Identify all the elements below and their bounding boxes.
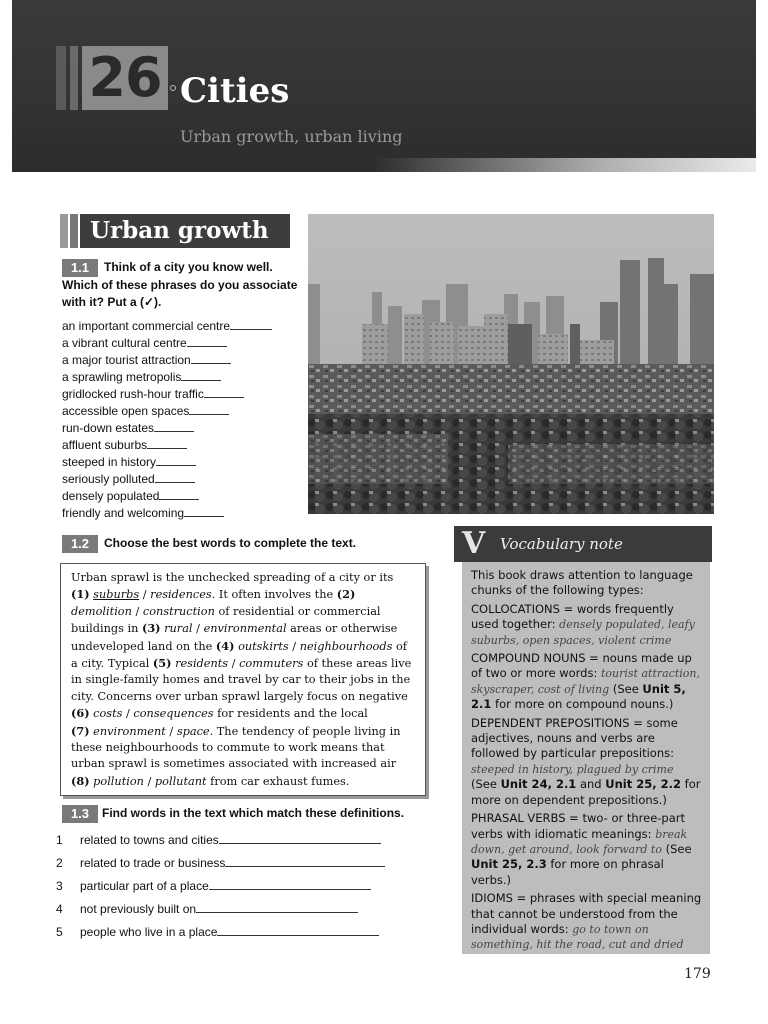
option-4b[interactable]: neighbourhoods xyxy=(299,639,393,653)
list-item: accessible open spaces xyxy=(62,403,302,420)
list-item: a major tourist attraction xyxy=(62,352,302,369)
answer-blank[interactable] xyxy=(155,474,195,483)
answer-blank[interactable] xyxy=(187,338,227,347)
list-item: 5 people who live in a place xyxy=(56,924,396,947)
exercise-instruction-1-2: Choose the best words to complete the text. xyxy=(104,536,357,550)
list-item: steeped in history xyxy=(62,454,302,471)
answer-blank[interactable] xyxy=(154,423,194,432)
answer-blank[interactable] xyxy=(196,903,358,913)
unit-decor-bar xyxy=(70,46,78,110)
page-number: 179 xyxy=(684,966,711,982)
answer-blank[interactable] xyxy=(191,355,231,364)
answer-blank[interactable] xyxy=(156,457,196,466)
answer-blank[interactable] xyxy=(217,926,379,936)
exercise-instruction-1-1-line2: Which of these phrases do you associate xyxy=(62,278,298,292)
vocab-intro: This book draws attention to language chunks of the following types: xyxy=(471,568,693,598)
city-skyline-photo xyxy=(308,214,714,514)
exercise-badge-1-1: 1.1 xyxy=(62,259,98,277)
list-item: 4 not previously built on xyxy=(56,901,396,924)
exercise-badge-1-2: 1.2 xyxy=(62,535,98,553)
section-title: Urban growth xyxy=(80,214,290,248)
vocab-compound-nouns: COMPOUND NOUNS = nouns made up of two or more words: tourist attraction, skyscraper, cost of living (See Unit 5, 2.1 for more on compound nouns.) xyxy=(471,651,700,712)
option-1b[interactable]: residences xyxy=(150,588,212,602)
vocab-dependent-prepositions: DEPENDENT PREPOSITIONS = some adjectives, nouns and verbs are followed by particular prepositions: steeped in history, plagued by crime (See Unit 24, 2.1 and Unit 25, 2.2 for more on dependent prepositions.) xyxy=(471,715,701,807)
answer-blank[interactable] xyxy=(204,389,244,398)
exercise-instruction-1-1-line1: Think of a city you know well. xyxy=(104,260,273,274)
phrase-list xyxy=(62,318,302,522)
section-decor-bar xyxy=(70,214,78,248)
option-5b[interactable]: commuters xyxy=(239,657,304,671)
section-decor-bar xyxy=(60,214,68,248)
answer-blank[interactable] xyxy=(189,406,229,415)
unit-dot-icon xyxy=(170,85,176,91)
exercise-instruction-1-1-line3: with it? Put a (✓). xyxy=(62,295,162,309)
option-3a[interactable]: rural xyxy=(164,622,193,636)
vocab-phrasal-verbs: PHRASAL VERBS = two- or three-part verbs with idiomatic meanings: break down, get around, look forward to (See Unit 25, 2.3 for more on phrasal verbs.) xyxy=(471,811,692,887)
option-2b[interactable]: construction xyxy=(142,604,215,618)
option-1a[interactable]: suburbs xyxy=(93,588,140,602)
list-item: 1 related to towns and cities xyxy=(56,832,396,855)
list-item: a vibrant cultural centre xyxy=(62,335,302,352)
option-8a[interactable]: pollution xyxy=(93,774,144,788)
answer-blank[interactable] xyxy=(219,834,381,844)
unit-subtitle: Urban growth, urban living xyxy=(180,127,403,146)
unit-number: 26 xyxy=(82,46,168,110)
list-item: gridlocked rush-hour traffic xyxy=(62,386,302,403)
list-item: affluent suburbs xyxy=(62,437,302,454)
list-item: friendly and welcoming xyxy=(62,505,302,522)
answer-blank[interactable] xyxy=(181,372,221,381)
list-item: an important commercial centre xyxy=(62,318,302,335)
answer-blank[interactable] xyxy=(230,321,272,330)
option-3b[interactable]: environmental xyxy=(203,622,287,636)
vocab-idioms: IDIOMS = phrases with special meaning that cannot be understood from the individual words: go to town on something, hit the road, cut and dried xyxy=(471,891,702,952)
option-7a[interactable]: environment xyxy=(93,724,166,738)
list-item: seriously polluted xyxy=(62,471,302,488)
vocabulary-v-icon: V xyxy=(462,526,486,561)
option-7b[interactable]: space xyxy=(176,724,210,738)
vocabulary-note-body xyxy=(462,562,710,954)
answer-blank[interactable] xyxy=(147,440,187,449)
option-8b[interactable]: pollutant xyxy=(154,774,207,788)
option-5a[interactable]: residents xyxy=(175,657,229,671)
answer-blank[interactable] xyxy=(225,857,385,867)
list-item: a sprawling metropolis xyxy=(62,369,302,386)
answer-blank[interactable] xyxy=(209,880,371,890)
vocab-collocations: COLLOCATIONS = words frequently used together: densely populated, leafy suburbs, open spaces, violent crime xyxy=(471,601,695,647)
answer-blank[interactable] xyxy=(159,491,199,500)
list-item: 2 related to trade or business xyxy=(56,855,396,878)
exercise-badge-1-3: 1.3 xyxy=(62,805,98,823)
definition-list xyxy=(56,832,396,947)
answer-blank[interactable] xyxy=(184,508,224,517)
vocabulary-note-header xyxy=(454,526,712,562)
option-4a[interactable]: outskirts xyxy=(238,639,289,653)
exercise-instruction-1-3: Find words in the text which match these definitions. xyxy=(102,806,405,820)
header-fade xyxy=(372,158,756,172)
urban-sprawl-text: Urban sprawl is the unchecked spreading of a city or its (1) suburbs / residences. It often involves the (2) demolition / construction of residential or commercial buildings in (3) rural / environmental areas or otherwise undeveloped land on the (4) outskirts / neighbourhoods of a city. Typical (5) residents / commuters of these areas live in single-family homes and travel by car to their jobs in the city. Concerns over urban sprawl largely focus on negative (6) costs / consequences for residents and the local (7) environment / space. The tendency of people living in these neighbourhoods to commute to work means that urban sprawl is sometimes associated with increased air (8) pollution / pollutant from car exhaust fumes. xyxy=(60,563,426,796)
unit-title: Cities xyxy=(180,71,290,111)
list-item: densely populated xyxy=(62,488,302,505)
list-item: 3 particular part of a place xyxy=(56,878,396,901)
list-item: run-down estates xyxy=(62,420,302,437)
option-6a[interactable]: costs xyxy=(93,707,123,721)
vocabulary-note-title: Vocabulary note xyxy=(500,535,623,553)
option-2a[interactable]: demolition xyxy=(71,604,132,618)
option-6b[interactable]: consequences xyxy=(133,707,214,721)
unit-decor-bar xyxy=(56,46,66,110)
